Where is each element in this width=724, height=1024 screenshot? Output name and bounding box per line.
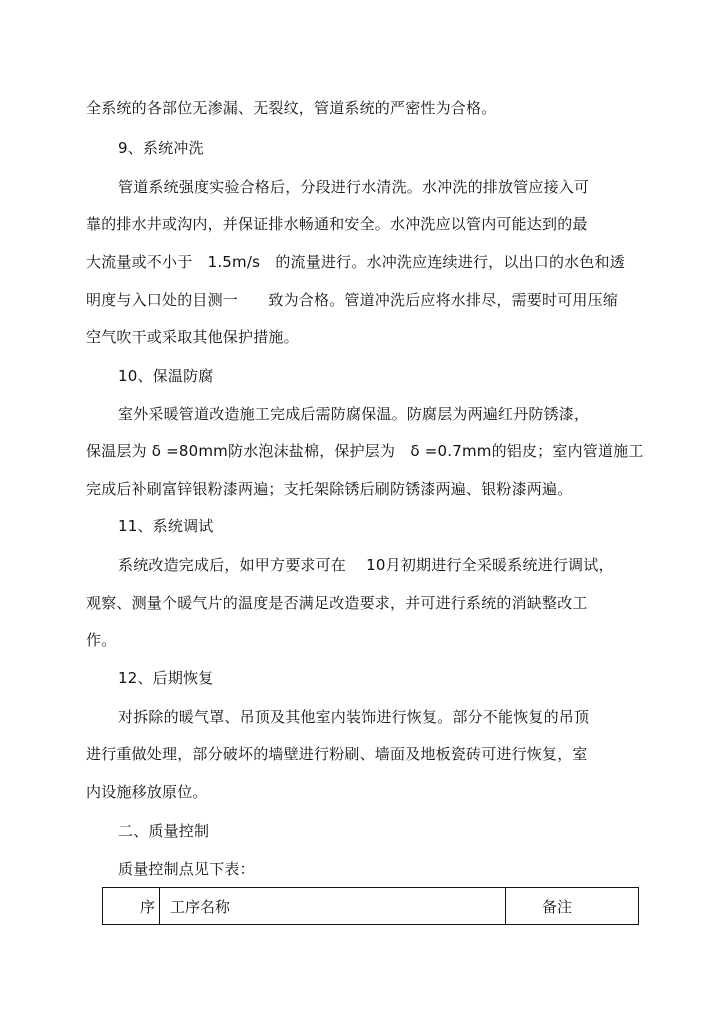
paragraph-line: 靠的排水井或沟内，并保证排水畅通和安全。水冲洗应以管内可能达到的最 — [86, 215, 588, 233]
paragraph-line: 室外采暖管道改造施工完成后需防腐保温。防腐层为两遍红丹防锈漆， — [118, 405, 590, 423]
paragraph-line: 对拆除的暖气罩、吊顶及其他室内装饰进行恢复。部分不能恢复的吊顶 — [118, 708, 590, 726]
section-heading: 10、保温防腐 — [118, 367, 214, 385]
paragraph-line: 质量控制点见下表： — [118, 860, 255, 878]
paragraph-line: 空气吹干或采取其他保护措施。 — [86, 328, 299, 346]
paragraph-line: 保温层为 δ =80mm防水泡沫盐棉，保护层为 δ =0.7mm的铝皮；室内管道施工 — [86, 442, 644, 460]
paragraph-line: 内设施移放原位。 — [86, 783, 208, 801]
chapter-heading: 二、质量控制 — [118, 822, 210, 840]
header-cell-remarks: 备注 — [506, 888, 639, 925]
paragraph-line: 大流量或不小于 1.5m/s 的流量进行。水冲洗应连续进行，以出口的水色和透 — [86, 253, 625, 271]
header-cell-process-name: 工序名称 — [160, 888, 506, 925]
paragraph-line: 完成后补刷富锌银粉漆两遍；支托架除锈后刷防锈漆两遍、银粉漆两遍。 — [86, 480, 573, 498]
quality-control-table — [102, 887, 639, 925]
paragraph-line: 系统改造完成后，如甲方要求可在 10月初期进行全采暖系统进行调试， — [118, 556, 614, 574]
section-heading: 12、后期恢复 — [118, 669, 214, 687]
paragraph-line: 作。 — [86, 631, 117, 649]
section-heading: 11、系统调试 — [118, 517, 214, 535]
paragraph-line: 管道系统强度实验合格后，分段进行水清洗。水冲洗的排放管应接入可 — [118, 178, 590, 196]
section-heading: 9、系统冲洗 — [118, 139, 204, 157]
table-header-row — [103, 888, 639, 925]
paragraph-line: 观察、测量个暖气片的温度是否满足改造要求，并可进行系统的消缺整改工 — [86, 594, 588, 612]
paragraph-line: 全系统的各部位无渗漏、无裂纹，管道系统的严密性为合格。 — [86, 99, 497, 117]
paragraph-line: 明度与入口处的目测一 致为合格。管道冲洗后应将水排尽，需要时可用压缩 — [86, 291, 619, 309]
header-cell-seq: 序 — [103, 888, 160, 925]
paragraph-line: 进行重做处理，部分破坏的墙壁进行粉刷、墙面及地板瓷砖可进行恢复，室 — [86, 745, 588, 763]
